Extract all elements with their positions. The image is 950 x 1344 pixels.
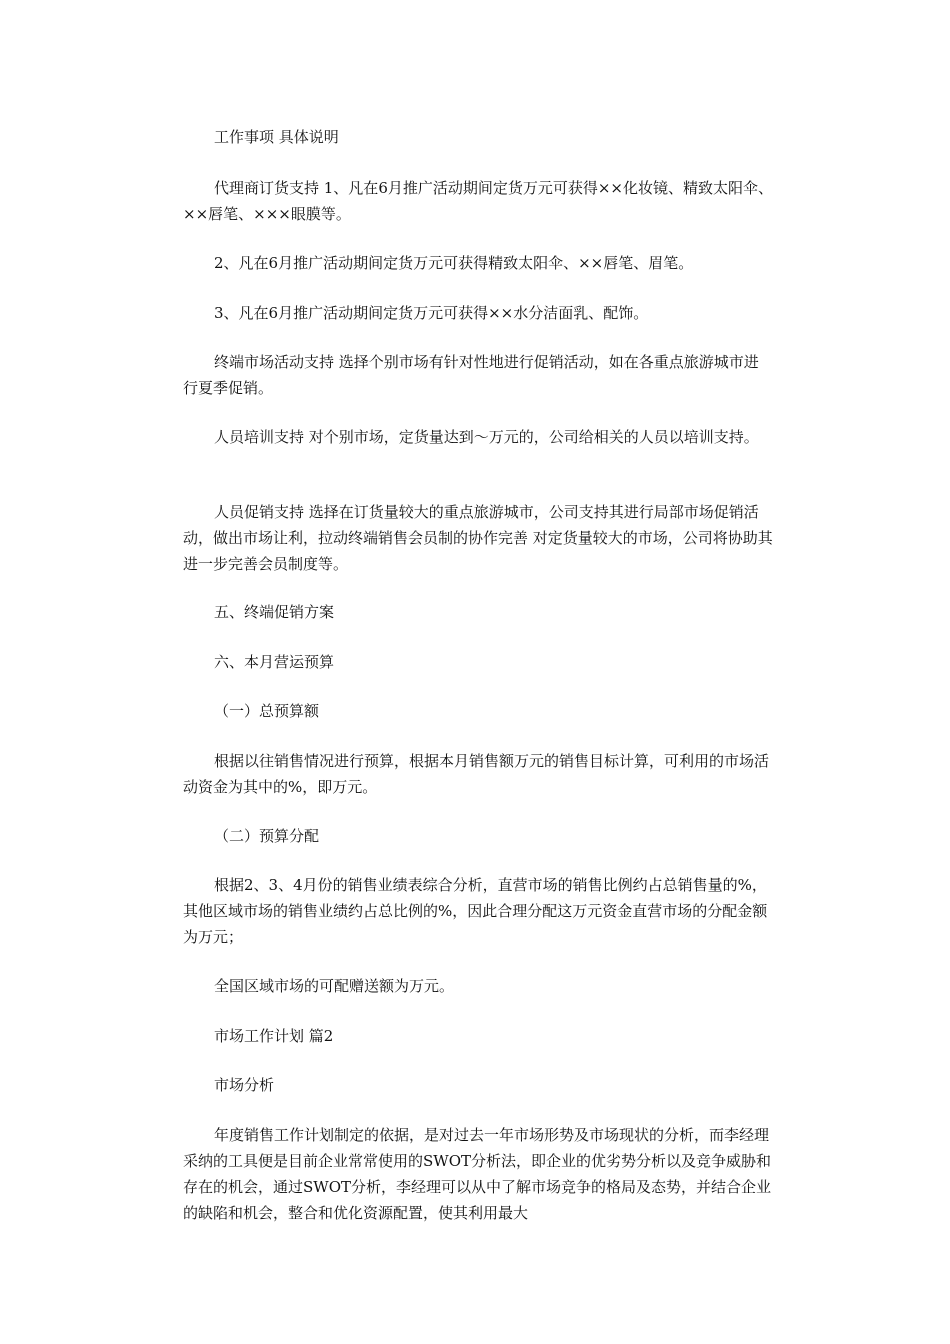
- section-heading-part-2: 市场工作计划 篇2: [214, 1027, 334, 1045]
- subheading-budget-allocation: （二）预算分配: [214, 827, 320, 845]
- paragraph-agent-order-support: 代理商订货支持 1、凡在6月推广活动期间定货万元可获得××化妆镜、精致太阳伞、××唇笔、×××眼膜等。: [183, 179, 773, 223]
- section-heading-six: 六、本月营运预算: [214, 653, 335, 671]
- paragraph-total-budget: 根据以往销售情况进行预算，根据本月销售额万元的销售目标计算，可利用的市场活动资金为其中的%，即万元。: [183, 752, 770, 796]
- paragraph-item-3: 3、凡在6月推广活动期间定货万元可获得××水分洁面乳、配饰。: [214, 304, 649, 322]
- paragraph-market-analysis: 年度销售工作计划制定的依据，是对过去一年市场形势及市场现状的分析，而李经理采纳的工具便是目前企业常常使用的SWOT分析法，即企业的优劣势分析以及竞争威胁和存在的机会，通过SWOT分析，李经理可以从中了解市场竞争的格局及态势，并结合企业的缺陷和机会，整合和优化资源配置，使其利用最大: [183, 1126, 771, 1222]
- paragraph-staff-training-support: 人员培训支持 对个别市场，定货量达到～万元的，公司给相关的人员以培训支持。: [214, 428, 759, 446]
- paragraph-national-regional: 全国区域市场的可配赠送额为万元。: [214, 977, 455, 995]
- paragraph-terminal-market-support: 终端市场活动支持 选择个别市场有针对性地进行促销活动，如在各重点旅游城市进行夏季促销。: [183, 353, 759, 397]
- subheading-total-budget: （一）总预算额: [214, 702, 320, 720]
- paragraph-item-2: 2、凡在6月推广活动期间定货万元可获得精致太阳伞、××唇笔、眉笔。: [214, 254, 694, 272]
- paragraph-work-items-header: 工作事项 具体说明: [214, 128, 339, 146]
- paragraph-budget-allocation: 根据2、3、4月份的销售业绩表综合分析，直营市场的销售比例约占总销售量的%，其他区域市场的销售业绩约占总比例的%，因此合理分配这万元资金直营市场的分配金额为万元；: [183, 876, 768, 946]
- subheading-market-analysis: 市场分析: [214, 1076, 275, 1094]
- paragraph-staff-promotion-support: 人员促销支持 选择在订货量较大的重点旅游城市，公司支持其进行局部市场促销活动，做出市场让利，拉动终端销售会员制的协作完善 对定货量较大的市场，公司将协助其进一步完善会员制度等。: [183, 503, 773, 573]
- section-heading-five: 五、终端促销方案: [214, 603, 335, 621]
